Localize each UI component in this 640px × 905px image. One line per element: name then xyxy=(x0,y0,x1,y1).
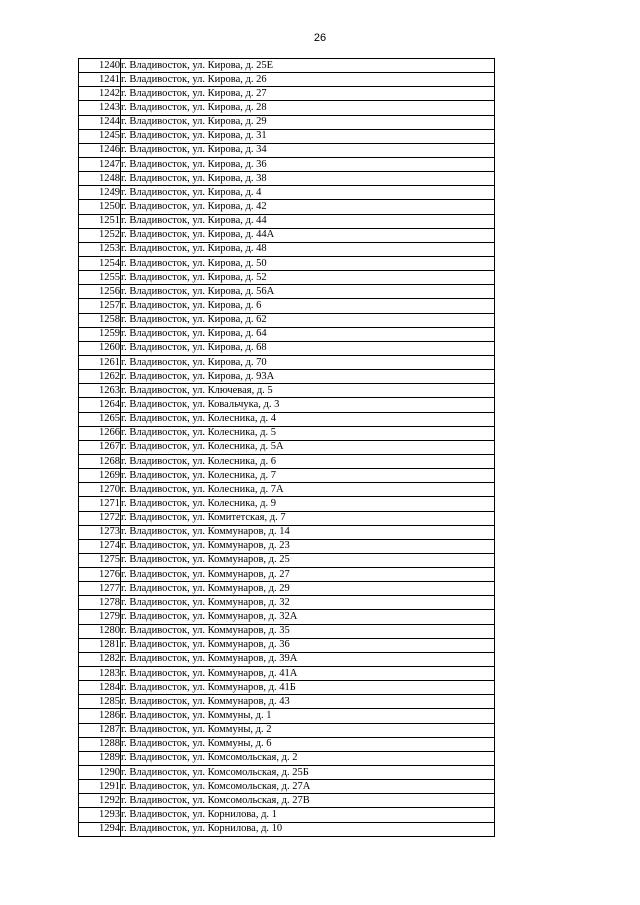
address-cell: г. Владивосток, ул. Кирова, д. 68 xyxy=(121,341,495,355)
table-row xyxy=(79,596,495,610)
table-row xyxy=(79,341,495,355)
address-cell: г. Владивосток, ул. Колесника, д. 5 xyxy=(121,426,495,440)
table-row xyxy=(79,73,495,87)
table-row xyxy=(79,313,495,327)
address-table xyxy=(78,58,495,837)
row-number-cell: 1270 xyxy=(79,483,121,497)
table-row xyxy=(79,186,495,200)
address-cell: г. Владивосток, ул. Коммунаров, д. 25 xyxy=(121,553,495,567)
row-number-cell: 1282 xyxy=(79,652,121,666)
table-row xyxy=(79,129,495,143)
row-number-cell: 1281 xyxy=(79,638,121,652)
address-cell: г. Владивосток, ул. Коммунаров, д. 35 xyxy=(121,624,495,638)
row-number-cell: 1292 xyxy=(79,794,121,808)
row-number-cell: 1252 xyxy=(79,228,121,242)
table-row xyxy=(79,228,495,242)
table-row xyxy=(79,271,495,285)
row-number-cell: 1291 xyxy=(79,780,121,794)
table-row xyxy=(79,398,495,412)
address-cell: г. Владивосток, ул. Кирова, д. 70 xyxy=(121,355,495,369)
table-row xyxy=(79,299,495,313)
address-cell: г. Владивосток, ул. Ковальчука, д. 3 xyxy=(121,398,495,412)
address-cell: г. Владивосток, ул. Коммуны, д. 2 xyxy=(121,723,495,737)
row-number-cell: 1294 xyxy=(79,822,121,836)
address-cell: г. Владивосток, ул. Коммуны, д. 6 xyxy=(121,737,495,751)
table-row xyxy=(79,256,495,270)
address-cell: г. Владивосток, ул. Ключевая, д. 5 xyxy=(121,384,495,398)
address-cell: г. Владивосток, ул. Колесника, д. 4 xyxy=(121,412,495,426)
row-number-cell: 1253 xyxy=(79,242,121,256)
address-cell: г. Владивосток, ул. Кирова, д. 50 xyxy=(121,256,495,270)
table-row xyxy=(79,355,495,369)
row-number-cell: 1243 xyxy=(79,101,121,115)
row-number-cell: 1264 xyxy=(79,398,121,412)
table-row xyxy=(79,143,495,157)
table-row xyxy=(79,822,495,836)
table-row xyxy=(79,440,495,454)
address-cell: г. Владивосток, ул. Колесника, д. 9 xyxy=(121,497,495,511)
row-number-cell: 1277 xyxy=(79,582,121,596)
row-number-cell: 1244 xyxy=(79,115,121,129)
table-row xyxy=(79,214,495,228)
row-number-cell: 1278 xyxy=(79,596,121,610)
table-row xyxy=(79,370,495,384)
table-row xyxy=(79,412,495,426)
row-number-cell: 1271 xyxy=(79,497,121,511)
row-number-cell: 1273 xyxy=(79,525,121,539)
address-cell: г. Владивосток, ул. Коммунаров, д. 14 xyxy=(121,525,495,539)
row-number-cell: 1293 xyxy=(79,808,121,822)
address-cell: г. Владивосток, ул. Комсомольская, д. 2 xyxy=(121,751,495,765)
table-row xyxy=(79,327,495,341)
row-number-cell: 1255 xyxy=(79,271,121,285)
address-table-body xyxy=(79,59,495,837)
address-cell: г. Владивосток, ул. Коммунаров, д. 27 xyxy=(121,568,495,582)
table-row xyxy=(79,794,495,808)
address-cell: г. Владивосток, ул. Кирова, д. 6 xyxy=(121,299,495,313)
table-row xyxy=(79,454,495,468)
address-cell: г. Владивосток, ул. Колесника, д. 7А xyxy=(121,483,495,497)
row-number-cell: 1283 xyxy=(79,667,121,681)
table-row xyxy=(79,681,495,695)
row-number-cell: 1241 xyxy=(79,73,121,87)
table-row xyxy=(79,751,495,765)
table-row xyxy=(79,553,495,567)
address-cell: г. Владивосток, ул. Кирова, д. 25Е xyxy=(121,59,495,73)
row-number-cell: 1262 xyxy=(79,370,121,384)
row-number-cell: 1254 xyxy=(79,256,121,270)
address-cell: г. Владивосток, ул. Кирова, д. 31 xyxy=(121,129,495,143)
address-cell: г. Владивосток, ул. Кирова, д. 42 xyxy=(121,200,495,214)
address-cell: г. Владивосток, ул. Коммунаров, д. 36 xyxy=(121,638,495,652)
row-number-cell: 1284 xyxy=(79,681,121,695)
table-row xyxy=(79,59,495,73)
address-cell: г. Владивосток, ул. Комсомольская, д. 27В xyxy=(121,794,495,808)
address-cell: г. Владивосток, ул. Колесника, д. 6 xyxy=(121,454,495,468)
row-number-cell: 1257 xyxy=(79,299,121,313)
address-cell: г. Владивосток, ул. Кирова, д. 44 xyxy=(121,214,495,228)
table-row xyxy=(79,426,495,440)
address-cell: г. Владивосток, ул. Коммунаров, д. 23 xyxy=(121,539,495,553)
address-cell: г. Владивосток, ул. Корнилова, д. 10 xyxy=(121,822,495,836)
row-number-cell: 1247 xyxy=(79,157,121,171)
row-number-cell: 1289 xyxy=(79,751,121,765)
address-cell: г. Владивосток, ул. Коммунаров, д. 39А xyxy=(121,652,495,666)
row-number-cell: 1288 xyxy=(79,737,121,751)
table-row xyxy=(79,157,495,171)
row-number-cell: 1268 xyxy=(79,454,121,468)
address-cell: г. Владивосток, ул. Кирова, д. 29 xyxy=(121,115,495,129)
table-row xyxy=(79,200,495,214)
address-cell: г. Владивосток, ул. Комсомольская, д. 27А xyxy=(121,780,495,794)
table-row xyxy=(79,737,495,751)
page-number: 26 xyxy=(313,32,327,44)
table-row xyxy=(79,497,495,511)
row-number-cell: 1276 xyxy=(79,568,121,582)
table-row xyxy=(79,638,495,652)
address-cell: г. Владивосток, ул. Кирова, д. 4 xyxy=(121,186,495,200)
table-row xyxy=(79,766,495,780)
row-number-cell: 1251 xyxy=(79,214,121,228)
row-number-cell: 1258 xyxy=(79,313,121,327)
address-cell: г. Владивосток, ул. Кирова, д. 64 xyxy=(121,327,495,341)
table-row xyxy=(79,172,495,186)
table-row xyxy=(79,539,495,553)
table-row xyxy=(79,242,495,256)
address-cell: г. Владивосток, ул. Кирова, д. 52 xyxy=(121,271,495,285)
address-cell: г. Владивосток, ул. Коммунаров, д. 43 xyxy=(121,695,495,709)
table-row xyxy=(79,568,495,582)
table-row xyxy=(79,808,495,822)
row-number-cell: 1279 xyxy=(79,610,121,624)
row-number-cell: 1266 xyxy=(79,426,121,440)
row-number-cell: 1259 xyxy=(79,327,121,341)
row-number-cell: 1261 xyxy=(79,355,121,369)
address-cell: г. Владивосток, ул. Кирова, д. 28 xyxy=(121,101,495,115)
row-number-cell: 1285 xyxy=(79,695,121,709)
table-row xyxy=(79,525,495,539)
address-cell: г. Владивосток, ул. Колесника, д. 7 xyxy=(121,469,495,483)
address-cell: г. Владивосток, ул. Кирова, д. 62 xyxy=(121,313,495,327)
address-cell: г. Владивосток, ул. Кирова, д. 48 xyxy=(121,242,495,256)
row-number-cell: 1248 xyxy=(79,172,121,186)
address-cell: г. Владивосток, ул. Корнилова, д. 1 xyxy=(121,808,495,822)
table-row xyxy=(79,582,495,596)
address-cell: г. Владивосток, ул. Коммунаров, д. 32А xyxy=(121,610,495,624)
row-number-cell: 1274 xyxy=(79,539,121,553)
address-cell: г. Владивосток, ул. Колесника, д. 5А xyxy=(121,440,495,454)
row-number-cell: 1256 xyxy=(79,285,121,299)
table-row xyxy=(79,101,495,115)
row-number-cell: 1245 xyxy=(79,129,121,143)
table-row xyxy=(79,115,495,129)
address-cell: г. Владивосток, ул. Коммуны, д. 1 xyxy=(121,709,495,723)
row-number-cell: 1265 xyxy=(79,412,121,426)
row-number-cell: 1250 xyxy=(79,200,121,214)
table-row xyxy=(79,695,495,709)
table-row xyxy=(79,285,495,299)
address-cell: г. Владивосток, ул. Кирова, д. 56А xyxy=(121,285,495,299)
row-number-cell: 1242 xyxy=(79,87,121,101)
row-number-cell: 1260 xyxy=(79,341,121,355)
row-number-cell: 1246 xyxy=(79,143,121,157)
table-row xyxy=(79,610,495,624)
table-row xyxy=(79,667,495,681)
row-number-cell: 1275 xyxy=(79,553,121,567)
address-cell: г. Владивосток, ул. Коммунаров, д. 41А xyxy=(121,667,495,681)
table-row xyxy=(79,511,495,525)
address-cell: г. Владивосток, ул. Коммунаров, д. 41Б xyxy=(121,681,495,695)
address-cell: г. Владивосток, ул. Коммунаров, д. 29 xyxy=(121,582,495,596)
row-number-cell: 1263 xyxy=(79,384,121,398)
row-number-cell: 1290 xyxy=(79,766,121,780)
address-cell: г. Владивосток, ул. Кирова, д. 44А xyxy=(121,228,495,242)
row-number-cell: 1287 xyxy=(79,723,121,737)
row-number-cell: 1269 xyxy=(79,469,121,483)
table-row xyxy=(79,384,495,398)
address-cell: г. Владивосток, ул. Кирова, д. 93А xyxy=(121,370,495,384)
address-cell: г. Владивосток, ул. Комитетская, д. 7 xyxy=(121,511,495,525)
address-cell: г. Владивосток, ул. Кирова, д. 27 xyxy=(121,87,495,101)
table-row xyxy=(79,469,495,483)
row-number-cell: 1286 xyxy=(79,709,121,723)
row-number-cell: 1272 xyxy=(79,511,121,525)
row-number-cell: 1240 xyxy=(79,59,121,73)
address-cell: г. Владивосток, ул. Комсомольская, д. 25Б xyxy=(121,766,495,780)
address-cell: г. Владивосток, ул. Кирова, д. 36 xyxy=(121,157,495,171)
address-cell: г. Владивосток, ул. Коммунаров, д. 32 xyxy=(121,596,495,610)
row-number-cell: 1249 xyxy=(79,186,121,200)
table-row xyxy=(79,652,495,666)
row-number-cell: 1267 xyxy=(79,440,121,454)
table-row xyxy=(79,87,495,101)
table-row xyxy=(79,709,495,723)
address-cell: г. Владивосток, ул. Кирова, д. 26 xyxy=(121,73,495,87)
table-row xyxy=(79,624,495,638)
address-cell: г. Владивосток, ул. Кирова, д. 38 xyxy=(121,172,495,186)
address-cell: г. Владивосток, ул. Кирова, д. 34 xyxy=(121,143,495,157)
table-row xyxy=(79,780,495,794)
table-row xyxy=(79,723,495,737)
table-row xyxy=(79,483,495,497)
row-number-cell: 1280 xyxy=(79,624,121,638)
